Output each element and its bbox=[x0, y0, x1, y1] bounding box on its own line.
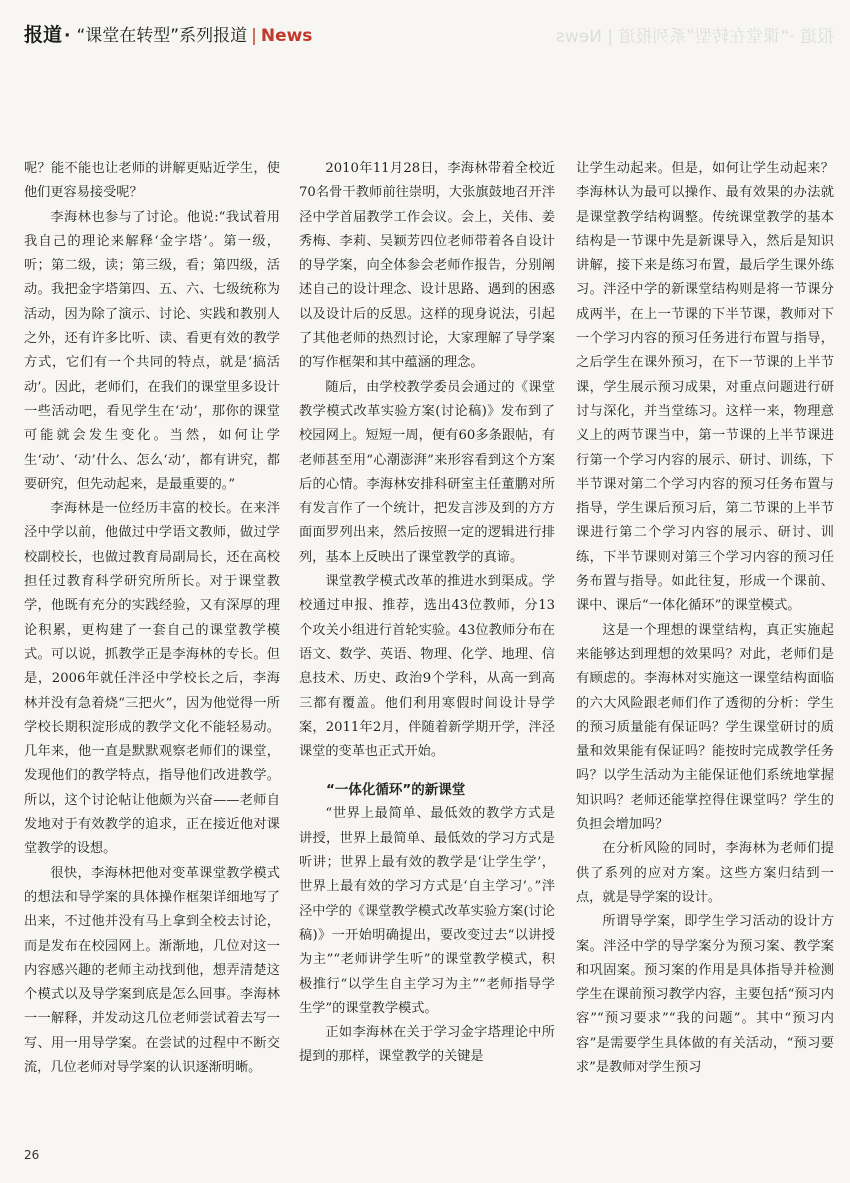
paragraph: 课堂教学模式改革的推进水到渠成。学校通过申报、推荐，选出43位教师，分13个攻关小组进行首轮实验。43位教师分布在语文、数学、英语、物理、化学、地理、信息技术、历史、政治9个学科，从高一到高三都有覆盖。他们利用寒假时间设计导学案，2011年2月，伴随着新学期开学，泮泾课堂的变革也正式开始。 bbox=[299, 574, 555, 760]
paragraph: 很快，李海林把他对变革课堂教学模式的想法和导学案的具体操作框架详细地写了出来，不过他并没有马上拿到全校去讨论，而是发布在校园网上。渐渐地，几位对这一内容感兴趣的老师主动找到他，想弄清楚这个模式以及导学案到底是怎么回事。李海林一一解释，并发动这几位老师尝试着去写一写、用一用导学案。在尝试的过程中不断交流，几位老师对导学案的认识逐渐明晰。 bbox=[24, 865, 280, 1075]
paragraph: 李海林也参与了讨论。他说:“我试着用我自己的理论来解释‘金字塔’。第一级，听；第二级，读；第三级，看；第四级，活动。我把金字塔第四、五、六、七级统称为活动，因为除了演示、讨论、实践和教别人之外，还有许多比听、读、看更有效的教学方式，它们有一个共同的特点，就是‘搞活动’。因此，老师们，在我们的课堂里多设计一些活动吧，看见学生在‘动’，那你的课堂可能就会发生变化。当然，如何让学生‘动’、‘动’什么、怎么‘动’，都有讲究，都要研究，但先动起来，是最重要的。” bbox=[24, 209, 280, 492]
page-number: 26 bbox=[24, 1148, 40, 1162]
page-header bbox=[24, 22, 312, 49]
paragraph: 呢？能不能也让老师的讲解更贴近学生，使他们更容易接受呢？ bbox=[24, 161, 280, 201]
column-3 bbox=[576, 157, 834, 1080]
header-separator: | bbox=[251, 26, 257, 46]
paragraph: 在分析风险的同时，李海林为老师们提供了系列的应对方案。这些方案归结到一点，就是导学案的设计。 bbox=[576, 841, 834, 905]
series-title: “课堂在转型”系列报道 bbox=[76, 26, 248, 46]
paragraph: 李海林是一位经历丰富的校长。在来泮泾中学以前，他做过中学语文教师，做过学校副校长，也做过教育局副局长，还在高校担任过教育科学研究所所长。对于课堂教学，他既有充分的实践经验，又有深厚的理论积累，更构建了一套自己的课堂教学模式。可以说，抓教学正是李海林的专长。但是，2006年就任泮泾中学校长之后，李海林并没有急着烧“三把火”，因为他觉得一所学校长期积淀形成的教学文化不能轻易动。几年来，他一直是默默观察老师们的课堂，发现他们的教学特点，指导他们改进教学。所以，这个讨论帖让他颇为兴奋——老师自发地对于有效教学的追求，正在接近他对课堂教学的设想。 bbox=[24, 501, 280, 857]
column-2 bbox=[299, 157, 555, 1070]
section-title: 报道 bbox=[24, 24, 63, 46]
paragraph: 让学生动起来。但是，如何让学生动起来？李海林认为最可以操作、最有效果的办法就是课堂教学结构调整。传统课堂教学的基本结构是一节课中先是新课导入，然后是知识讲解，接下来是练习布置，最后学生课外练习。泮泾中学的新课堂结构则是将一节课分成两半，在上一节课的下半节课，教师对下一个学习内容的预习任务进行布置与指导，之后学生在课外预习，在下一节课的上半节课，学生展示预习成果，对重点问题进行研讨与深化，并当堂练习。这样一来，物理意义上的两节课当中，第一节课的上半节课进行第一个学习内容的展示、研讨、训练，下半节课对第二个学习内容的预习任务布置与指导，学生课后预习后，第二节课的上半节课进行第二个学习内容的展示、研讨、训练，下半节课则对第三个学习内容的预习任务布置与指导。如此往复，形成一个课前、课中、课后“一体化循环”的课堂模式。 bbox=[576, 161, 834, 614]
header-dot: · bbox=[64, 26, 71, 46]
paragraph: “世界上最简单、最低效的教学方式是讲授，世界上最简单、最低效的学习方式是听讲；世界上最有效的教学是‘让学生学’，世界上最有效的学习方式是‘自主学习’。”泮泾中学的《课堂教学模式改革实验方案(讨论稿)》一开始明确提出，要改变过去“以讲授为主”“老师讲学生听”的课堂教学模式，积极推行“以学生自主学习为主”“老师指导学生学”的课堂教学模式。 bbox=[299, 806, 555, 1016]
paragraph: 随后，由学校教学委员会通过的《课堂教学模式改革实验方案(讨论稿)》发布到了校园网上。短短一周，便有60多条跟帖，有老师甚至用“心潮澎湃”来形容看到这个方案后的心情。李海林安排科研室主任董鹏对所有发言作了一个统计，把发言涉及到的方方面面罗列出来，然后按照一定的逻辑进行排列，基本上反映出了课堂教学的真谛。 bbox=[299, 379, 555, 565]
paragraph: 2010年11月28日，李海林带着全校近70名骨干教师前往崇明，大张旗鼓地召开泮泾中学首届教学工作会议。会上，关伟、姜秀梅、李莉、吴颖芳四位老师带着各自设计的导学案，向全体参会老师作报告，分别阐述自己的设计理念、设计思路、遇到的困惑以及设计后的反思。这样的现身说法，引起了其他老师的热烈讨论，大家理解了导学案的写作框架和其中蕴涵的理念。 bbox=[299, 161, 555, 371]
paragraph: 所谓导学案，即学生学习活动的设计方案。泮泾中学的导学案分为预习案、教学案和巩固案。预习案的作用是具体指导并检测学生在课前预习教学内容，主要包括“预习内容”“预习要求”“我的问题”。其中“预习内容”是需要学生具体做的有关活动，“预习要求”是教师对学生预习 bbox=[576, 914, 834, 1075]
column-1 bbox=[24, 157, 280, 1080]
news-tag: News bbox=[260, 26, 313, 46]
subheading: “一体化循环”的新课堂 bbox=[326, 782, 466, 799]
paragraph: 这是一个理想的课堂结构，真正实施起来能够达到理想的效果吗？对此，老师们是有顾虑的。李海林对实施这一课堂结构面临的六大风险跟老师们作了透彻的分析：学生的预习质量能有保证吗？学生课堂研讨的质量和效果能有保证吗？能按时完成教学任务吗？以学生活动为主能保证他们系统地掌握知识吗？老师还能掌控得住课堂吗？学生的负担会增加吗？ bbox=[576, 622, 834, 833]
bleed-through-header: 报道 ·“课堂在转型”系列报道 | News bbox=[556, 27, 834, 47]
paragraph: 正如李海林在关于学习金字塔理论中所提到的那样，课堂教学的关键是 bbox=[299, 1025, 555, 1065]
